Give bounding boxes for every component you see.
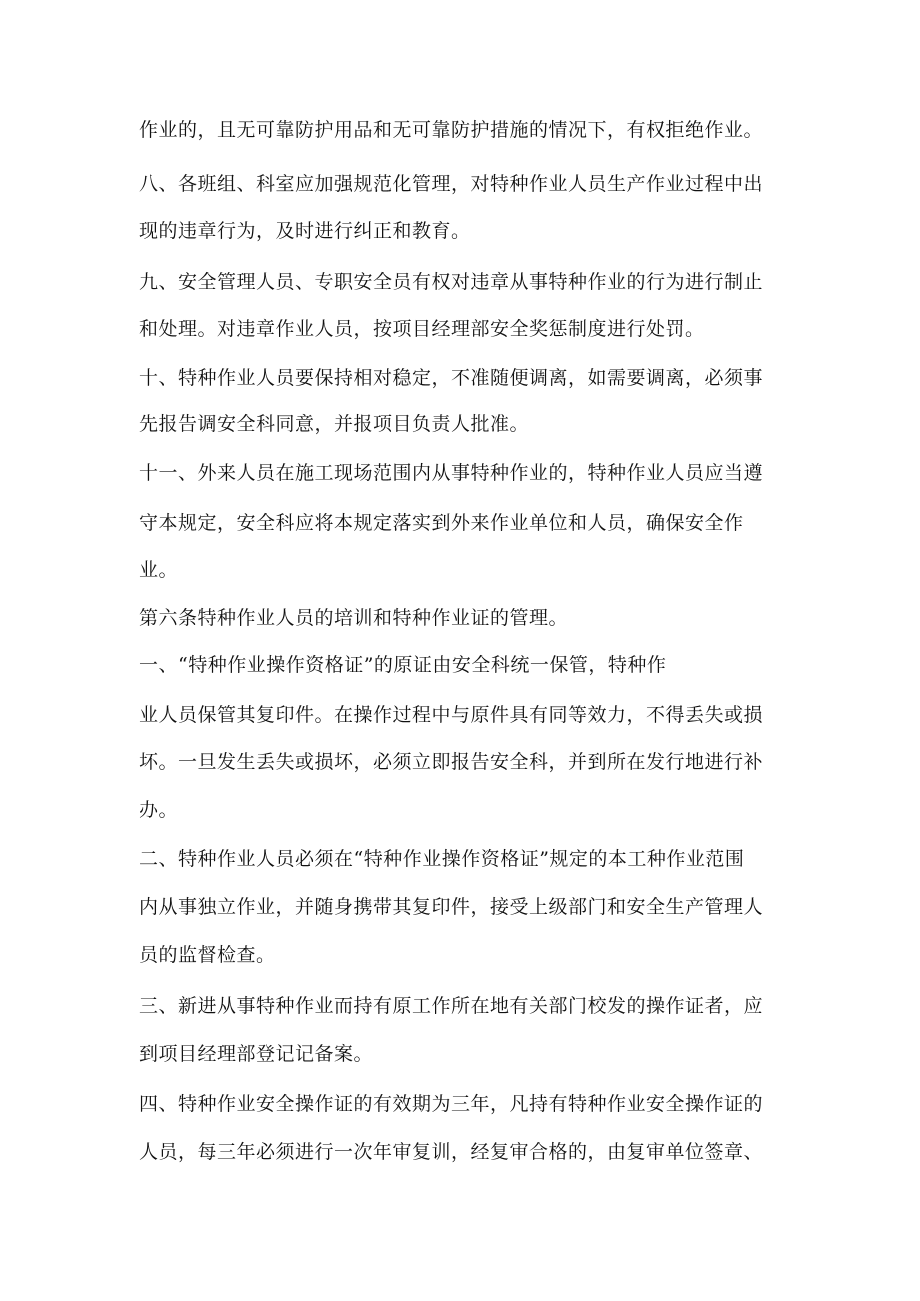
- text-line: 业。: [139, 559, 179, 581]
- text-line: 和处理。对违章作业人员，按项目经理部安全奖惩制度进行处罚。: [139, 318, 705, 340]
- text-line: 九、安全管理人员、专职安全员有权对违章从事特种作业的行为进行制止: [139, 271, 764, 293]
- text-line: 到项目经理部登记记备案。: [139, 1043, 374, 1065]
- section-heading: 第六条特种作业人员的培训和特种作业证的管理。: [139, 607, 569, 629]
- text-line: 员的监督检查。: [139, 944, 276, 966]
- text-line: 先报告调安全科同意，并报项目负责人批准。: [139, 413, 530, 435]
- text-line: 守本规定，安全科应将本规定落实到外来作业单位和人员，确保安全作: [139, 512, 744, 534]
- text-line: 办。: [139, 799, 179, 821]
- text-line: 二、特种作业人员必须在“特种作业操作资格证”规定的本工种作业范围: [139, 848, 745, 870]
- text-line: 四、特种作业安全操作证的有效期为三年，凡持有特种作业安全操作证的: [139, 1093, 764, 1115]
- text-line: 内从事独立作业，并随身携带其复印件，接受上级部门和安全生产管理人: [139, 896, 764, 918]
- text-line: 作业的，且无可靠防护用品和无可靠防护措施的情况下，有权拒绝作业。: [139, 119, 764, 141]
- text-line: 人员，每三年必须进行一次年审复训，经复审合格的，由复审单位签章、: [139, 1141, 764, 1163]
- text-line: 十一、外来人员在施工现场范围内从事特种作业的，特种作业人员应当遵: [139, 462, 764, 484]
- text-line: 坏。一旦发生丢失或损坏，必须立即报告安全科，并到所在发行地进行补: [139, 751, 764, 773]
- text-line: 一、“特种作业操作资格证”的原证由安全科统一保管，特种作: [139, 654, 667, 676]
- text-line: 八、各班组、科室应加强规范化管理，对特种作业人员生产作业过程中出: [139, 173, 764, 195]
- text-line: 业人员保管其复印件。在操作过程中与原件具有同等效力，不得丢失或损: [139, 704, 764, 726]
- text-line: 十、特种作业人员要保持相对稳定，不准随便调离，如需要调离，必须事: [139, 367, 764, 389]
- text-line: 现的违章行为，及时进行纠正和教育。: [139, 220, 471, 242]
- text-line: 三、新进从事特种作业而持有原工作所在地有关部门校发的操作证者，应: [139, 995, 764, 1017]
